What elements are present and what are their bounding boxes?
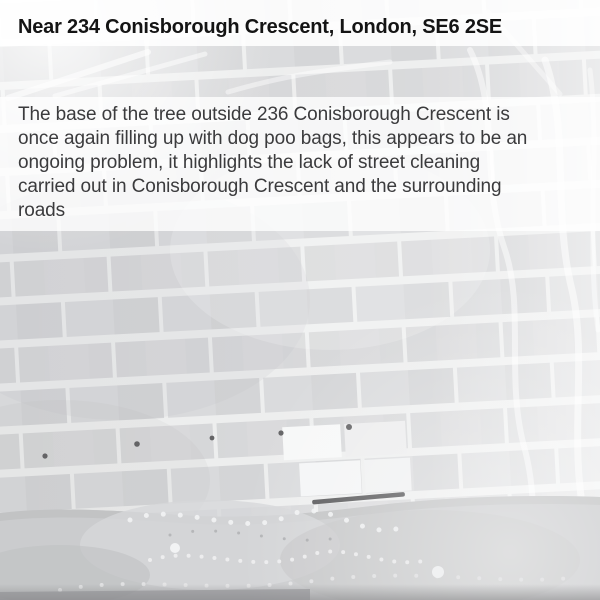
description-line: once again filling up with dog poo bags, this appears to be an [18, 128, 528, 149]
bottom-shadow [0, 584, 600, 600]
description-line: ongoing problem, it highlights the lack of street cleaning [18, 152, 481, 173]
location-title: Near 234 Conisborough Crescent, London, SE6 2SE [18, 16, 503, 38]
report-description [18, 103, 588, 223]
description-line: roads [18, 200, 66, 221]
description-line: carried out in Conisborough Crescent and the surrounding [18, 176, 502, 197]
description-line: The base of the tree outside 236 Conisborough Crescent is [18, 104, 510, 125]
